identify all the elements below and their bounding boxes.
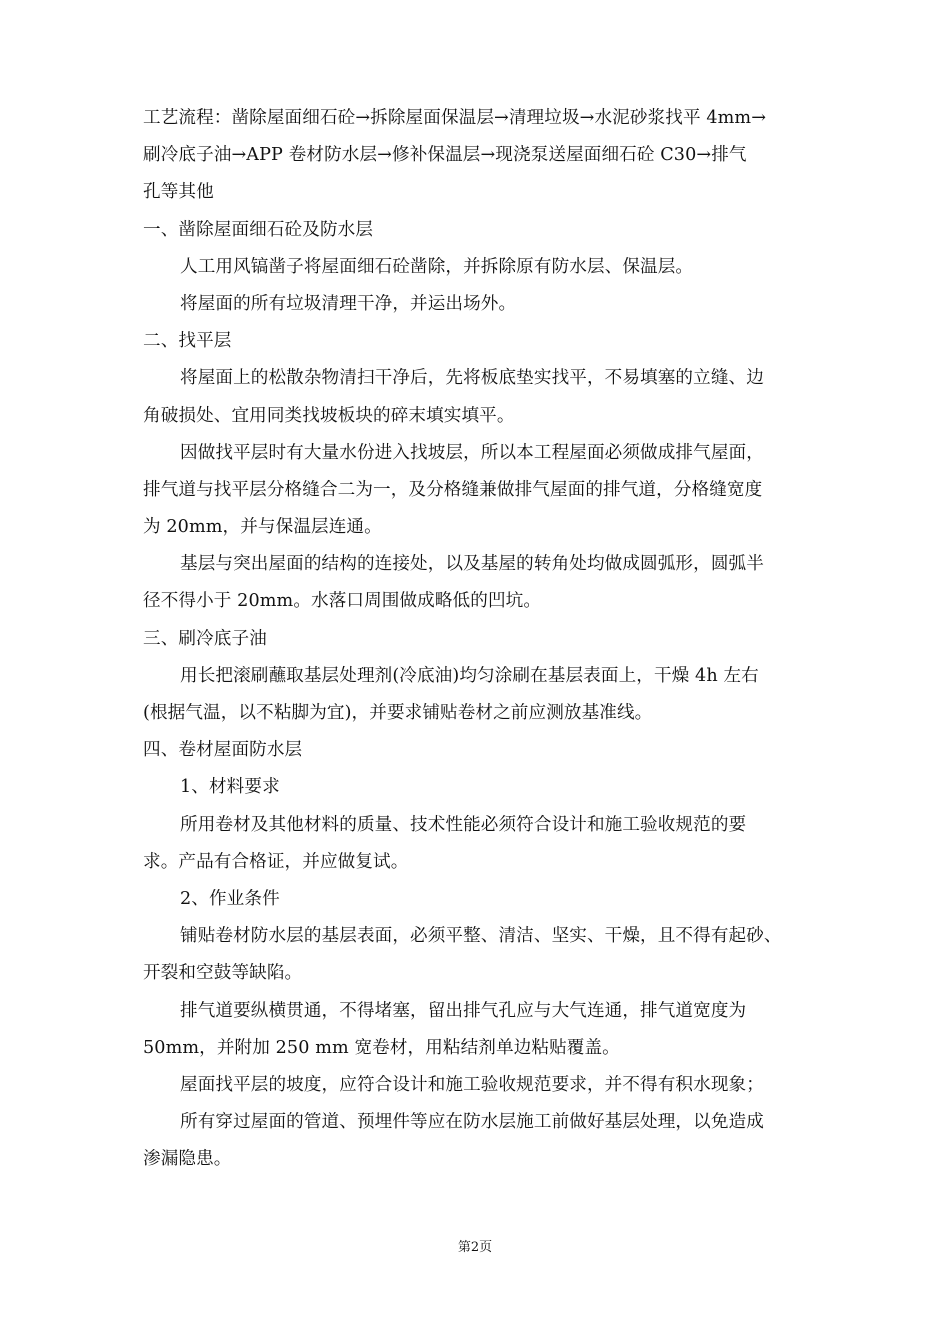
- paragraph-line: 求。产品有合格证，并应做复试。: [143, 851, 409, 872]
- page-number: 第2页: [457, 1240, 493, 1255]
- paragraph-line: 排气道与找平层分格缝合二为一，及分格缝兼做排气屋面的排气道，分格缝宽度: [143, 479, 763, 500]
- paragraph-line: 所有穿过屋面的管道、预埋件等应在防水层施工前做好基层处理，以免造成: [180, 1112, 764, 1133]
- paragraph-line: 径不得小于 20mm。水落口周围做成略低的凹坑。: [143, 591, 542, 612]
- paragraph-line: 人工用风镐凿子将屋面细石砼凿除，并拆除原有防水层、保温层。: [180, 256, 694, 277]
- section-heading-1: 一、凿除屋面细石砼及防水层: [143, 219, 374, 240]
- paragraph-line: 所用卷材及其他材料的质量、技术性能必须符合设计和施工验收规范的要: [180, 814, 747, 835]
- paragraph-line: 角破损处、宜用同类找坡板块的碎末填实填平。: [143, 405, 515, 426]
- process-flow-line-2: 刷冷底子油→APP 卷材防水层→修补保温层→现浇泵送屋面细石砼 C30→排气: [143, 145, 747, 166]
- paragraph-line: 为 20mm，并与保温层连通。: [143, 517, 382, 538]
- paragraph-line: 屋面找平层的坡度，应符合设计和施工验收规范要求，并不得有积水现象；: [180, 1074, 764, 1095]
- section-heading-2: 二、找平层: [143, 331, 232, 352]
- paragraph-line: 用长把滚刷蘸取基层处理剂(冷底油)均匀涂刷在基层表面上，干燥 4h 左右: [180, 665, 759, 686]
- paragraph-line: 铺贴卷材防水层的基层表面，必须平整、清洁、坚实、干燥，且不得有起砂、: [180, 926, 782, 947]
- document-body: [143, 100, 811, 1178]
- paragraph-line: 将屋面上的松散杂物清扫干净后，先将板底垫实找平，不易填塞的立缝、边: [180, 368, 764, 389]
- section-heading-3: 三、刷冷底子油: [143, 628, 267, 649]
- paragraph-line: 50mm，并附加 250 mm 宽卷材，用粘结剂单边粘贴覆盖。: [143, 1037, 620, 1058]
- paragraph-line: 因做找平层时有大量水份进入找坡层，所以本工程屋面必须做成排气屋面，: [180, 442, 764, 463]
- process-flow-line-3: 孔等其他: [143, 182, 214, 203]
- process-flow-line-1: 工艺流程：凿除屋面细石砼→拆除屋面保温层→清理垃圾→水泥砂浆找平 4mm→: [143, 108, 767, 128]
- section-heading-4: 四、卷材屋面防水层: [143, 740, 303, 761]
- paragraph-line: 将屋面的所有垃圾清理干净，并运出场外。: [180, 293, 517, 314]
- paragraph-line: 排气道要纵横贯通，不得堵塞，留出排气孔应与大气连通，排气道宽度为: [180, 1000, 747, 1021]
- paragraph-line: 基层与突出屋面的结构的连接处，以及基屋的转角处均做成圆弧形，圆弧半: [180, 554, 764, 575]
- subsection-heading-1: 1、材料要求: [180, 777, 280, 798]
- paragraph-line: 渗漏隐患。: [143, 1149, 232, 1170]
- paragraph-line: (根据气温，以不粘脚为宜)，并要求铺贴卷材之前应测放基准线。: [143, 703, 653, 723]
- paragraph-line: 开裂和空鼓等缺陷。: [143, 963, 303, 984]
- subsection-heading-2: 2、作业条件: [180, 888, 280, 909]
